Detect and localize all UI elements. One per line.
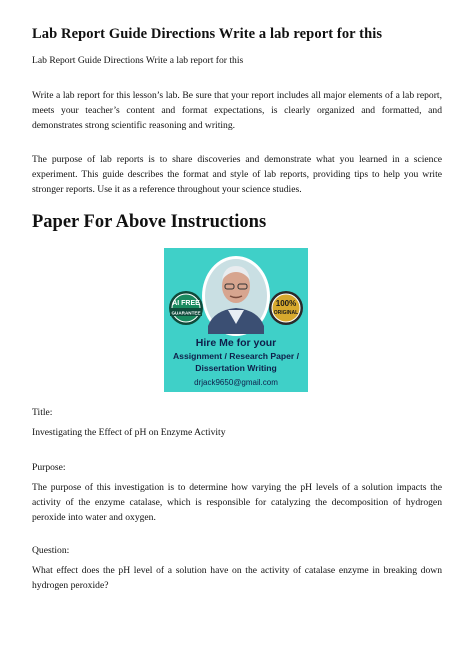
original-badge-bottom-text: ORIGINAL <box>273 310 299 316</box>
document-subtitle: Lab Report Guide Directions Write a lab report for this <box>32 55 244 66</box>
advert-line-1: Hire Me for your <box>195 337 277 349</box>
original-badge-top-text: 100% <box>275 299 297 308</box>
title-label: Title: <box>32 407 53 418</box>
advert-line-3: Dissertation Writing <box>195 363 277 373</box>
title-value: Investigating the Effect of pH on Enzyme Activity <box>32 427 226 438</box>
advert-graphic <box>164 248 308 392</box>
portrait-photo <box>202 256 270 336</box>
ai-free-badge-top-text: AI FREE <box>172 300 200 307</box>
question-label: Question: <box>32 545 70 556</box>
intro-paragraph: Write a lab report for this lesson’s lab. Be sure that your report includes all major elements of a lab report, meets your teacher’s content and format expectations, is clearly organized and formatted, and demonstrates strong scientific reasoning and writing. <box>32 90 442 131</box>
hire-me-advert[interactable] <box>164 248 308 392</box>
section-heading: Paper For Above Instructions <box>32 212 267 232</box>
ai-free-badge-icon <box>169 291 203 325</box>
question-value: What effect does the pH level of a solution have on the activity of catalase enzyme in breaking down hydrogen peroxide? <box>32 565 442 591</box>
purpose-label: Purpose: <box>32 462 66 473</box>
purpose-value: The purpose of this investigation is to determine how varying the pH levels of a solution impacts the activity of the enzyme catalase, which is responsible for catalyzing the decomposition of hydrogen peroxide into water and oxygen. <box>32 482 442 523</box>
advert-line-2: Assignment / Research Paper / <box>172 351 300 361</box>
ai-free-badge-bottom-text: GUARANTEE <box>171 310 201 316</box>
purpose-of-lab-reports-paragraph: The purpose of lab reports is to share discoveries and demonstrate what you learned in a science experiment. This guide describes the format and style of lab reports, providing tips to help you write stronger reports. Use it as a reference throughout your science studies. <box>32 154 442 195</box>
advert-email[interactable]: drjack9650@gmail.com <box>194 378 278 387</box>
original-badge-icon <box>269 291 303 325</box>
document-title: Lab Report Guide Directions Write a lab report for this <box>32 26 383 42</box>
